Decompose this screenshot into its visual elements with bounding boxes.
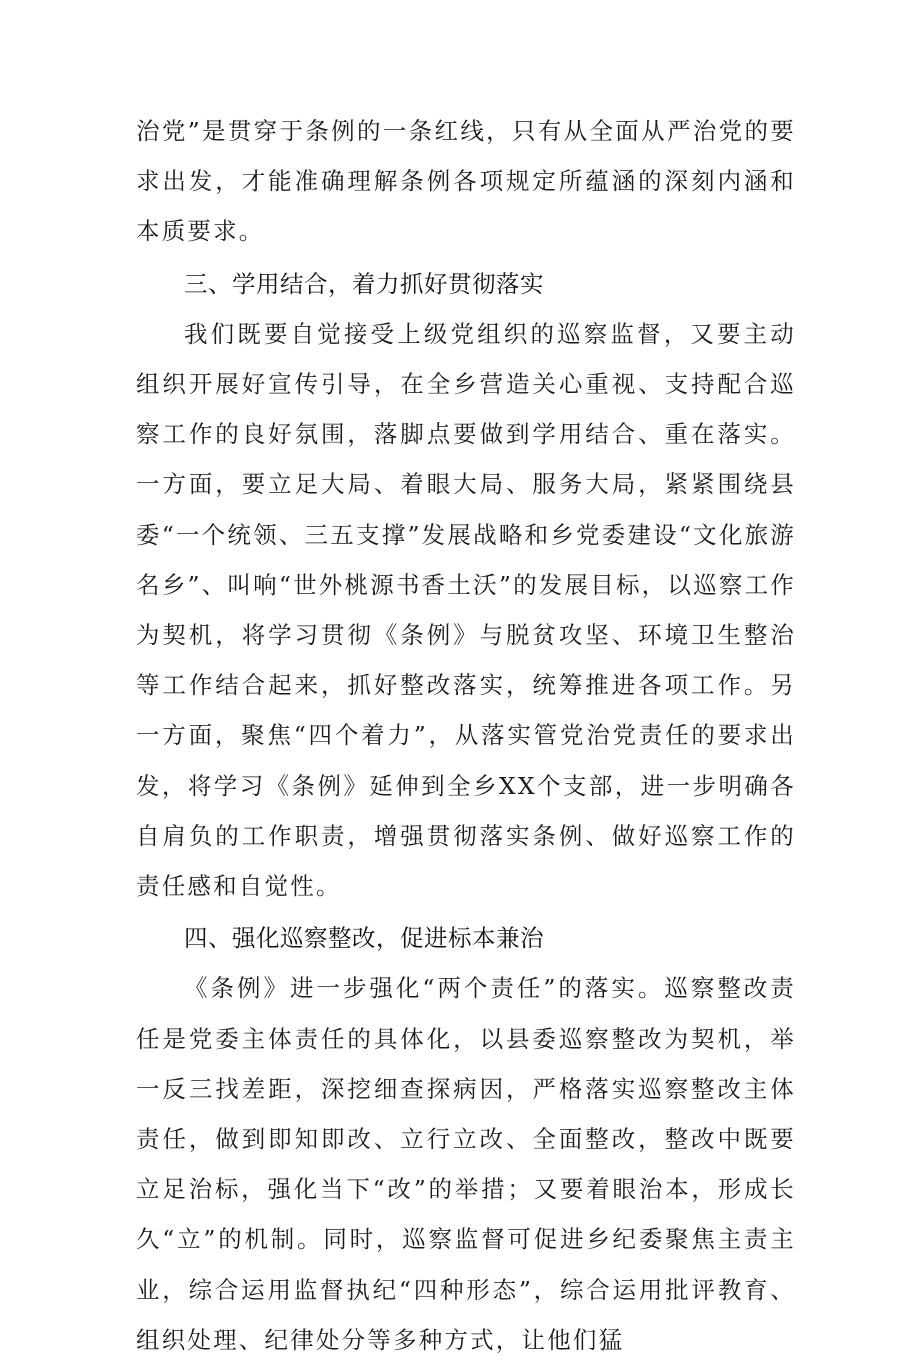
section-4-heading: 四、强化巡察整改，促进标本兼治: [184, 924, 544, 953]
section-3-heading: 三、学用结合，着力抓好贯彻落实: [184, 269, 544, 298]
section-3-paragraph: 我们既要自觉接受上级党组织的巡察监督，又要主动组织开展好宣传引导，在全乡营造关心重视、支持配合巡察工作的良好氛围，落脚点要做到学用结合、重在落实。一方面，要立足大局、着眼大局、服务大局，紧紧围绕县委“一个统领、三五支撑”发展战略和乡党委建设“文化旅游名乡”、叫响“世外桃源书香土沃”的发展目标，以巡察工作为契机，将学习贯彻《条例》与脱贫攻坚、环境卫生整治等工作结合起来，抓好整改落实，统筹推进各项工作。另一方面，聚焦“四个着力”，从落实管党治党责任的要求出发，将学习《条例》延伸到全乡XX个支部，进一步明确各自肩负的工作职责，增强贯彻落实条例、做好巡察工作的责任感和自觉性。: [136, 319, 796, 901]
document-body: [136, 106, 796, 1365]
section-4-paragraph: 《条例》进一步强化“两个责任”的落实。巡察整改责任是党委主体责任的具体化，以县委巡察整改为契机，举一反三找差距，深挖细查探病因，严格落实巡察整改主体责任，做到即知即改、立行立改、全面整改，整改中既要立足治标，强化当下“改”的举措；又要着眼治本，形成长久“立”的机制。同时，巡察监督可促进乡纪委聚焦主责主业，综合运用监督执纪“四种形态”，综合运用批评教育、组织处理、纪律处分等多种方式，让他们猛: [136, 974, 796, 1354]
continuation-paragraph: 治党”是贯穿于条例的一条红线，只有从全面从严治党的要求出发，才能准确理解条例各项规定所蕴涵的深刻内涵和本质要求。: [136, 117, 796, 246]
